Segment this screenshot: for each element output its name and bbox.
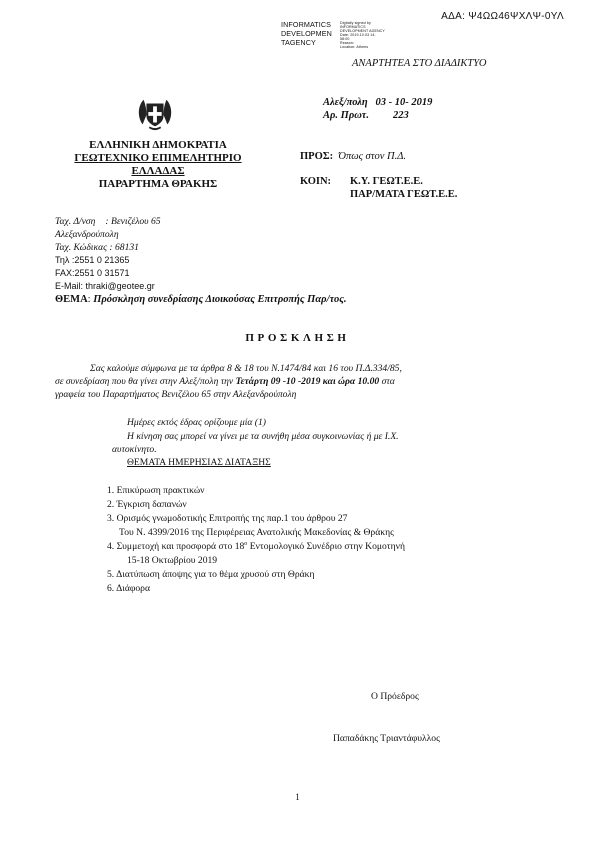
cc-line: Κ.Υ. ΓΕΩΤ.Ε.Ε. bbox=[350, 176, 423, 187]
org-line-country: ΕΛΛΑΔΑΣ bbox=[131, 165, 185, 177]
greek-coat-of-arms-icon bbox=[136, 94, 174, 132]
subject-line bbox=[55, 294, 347, 305]
cc-label: ΚΟΙΝ: bbox=[300, 176, 332, 187]
email-link[interactable]: thraki@geotee.gr bbox=[85, 281, 155, 291]
body-line: γραφεία του Παραρτήματος Βενιζέλου 65 στην Αλεξανδρούπολη bbox=[55, 389, 297, 400]
signature-role: Ο Πρόεδρος bbox=[371, 691, 419, 702]
address-email bbox=[55, 281, 155, 291]
stamp-detail: 58:00 bbox=[340, 37, 350, 41]
posted-online-label: ΑΝΑΡΤΗΤΕΑ ΣΤΟ ΔΙΑΔΙΚΤΥΟ bbox=[352, 58, 487, 69]
body-line bbox=[55, 376, 395, 387]
agenda-item bbox=[107, 541, 405, 552]
address-phone: Τηλ :2551 0 21365 bbox=[55, 255, 130, 265]
agenda-item-continuation: Του Ν. 4399/2016 της Περιφέρειας Ανατολικής Μακεδονίας & Θράκης bbox=[119, 527, 394, 538]
street-value: : Βενιζέλου 65 bbox=[105, 216, 161, 227]
stamp-detail: Reason: bbox=[340, 41, 355, 45]
agenda-item: 2. Έγκριση δαπανών bbox=[107, 499, 187, 510]
ada-code: ΑΔΑ: Ψ4ΩΩ46ΨΧΛΨ-0ΥΛ bbox=[441, 11, 564, 22]
signature-name: Παπαδάκης Τριαντάφυλλος bbox=[333, 733, 440, 744]
address-street bbox=[55, 216, 161, 227]
agenda-superscript: ο bbox=[244, 541, 248, 547]
agenda-text: 4. Συμμετοχή και προσφορά στο 18 bbox=[107, 541, 245, 553]
travel-line: Η κίνηση σας μπορεί να γίνει με τα συνήθη μέσα συγκοινωνίας ή με Ι.Χ. bbox=[127, 431, 399, 442]
travel-line: αυτοκίνητο. bbox=[112, 444, 157, 455]
agenda-item: 5. Διατύπωση άποψης για το θέμα χρυσού στη Θράκη bbox=[107, 569, 315, 580]
cc-line: ΠΑΡ/ΜΑΤΑ ΓΕΩΤ.Ε.Ε. bbox=[350, 189, 458, 200]
stamp-word: INFORMATICS bbox=[281, 20, 332, 29]
email-label: E-Mail: bbox=[55, 281, 84, 291]
org-line-branch: ΠΑΡΑΡΤΗΜΑ ΘΡΑΚΗΣ bbox=[98, 178, 218, 190]
stamp-detail: DEVELOPMENT AGENCY bbox=[340, 29, 385, 33]
agenda-item: 1. Επικύρωση πρακτικών bbox=[107, 485, 205, 496]
org-line-republic: ΕΛΛΗΝΙΚΗ ΔΗΜΟΚΡΑΤΙΑ bbox=[89, 139, 227, 151]
days-away-line: Ημέρες εκτός έδρας ορίζουμε μία (1) bbox=[127, 417, 266, 428]
invitation-title: ΠΡΟΣΚΛΗΣΗ bbox=[245, 332, 350, 344]
street-label: Ταχ. Δ/νση bbox=[55, 216, 96, 227]
address-fax: FAX:2551 0 31571 bbox=[55, 268, 130, 278]
subject-separator: : bbox=[87, 294, 94, 305]
stamp-detail: INFORMATICS bbox=[340, 25, 366, 29]
agenda-item: 3. Ορισμός γνωμοδοτικής Επιτροπής της παρ.1 του άρθρου 27 bbox=[107, 513, 348, 524]
recipient-value: Όπως στον Π.Δ. bbox=[338, 151, 406, 162]
recipient-line bbox=[300, 151, 406, 162]
address-city: Αλεξανδρούπολη bbox=[55, 229, 119, 240]
subject-text: Πρόσκληση συνεδρίασης Διοικούσας Επιτροπής Παρ/τος. bbox=[93, 294, 347, 305]
protocol-line bbox=[323, 110, 409, 121]
page-number: 1 bbox=[295, 792, 300, 802]
body-text: στα bbox=[379, 376, 395, 387]
stamp-detail: Date: 2019.10.03 14: bbox=[340, 33, 376, 37]
stamp-detail: Location: Athens bbox=[340, 45, 369, 49]
agenda-text: Εντομολογικό Συνέδριο στην Κομοτηνή bbox=[247, 541, 406, 553]
date-line bbox=[323, 97, 432, 108]
date-value: 03 - 10- 2019 bbox=[375, 97, 433, 108]
subject-label: ΘΕΜΑ bbox=[55, 294, 88, 305]
stamp-word: DEVELOPMEN bbox=[281, 29, 332, 38]
protocol-number: 223 bbox=[392, 110, 409, 121]
stamp-detail: Digitally signed by bbox=[340, 21, 371, 25]
recipient-label: ΠΡΟΣ: bbox=[300, 151, 334, 162]
protocol-label: Αρ. Πρωτ. bbox=[323, 110, 369, 121]
body-text: σε συνεδρίαση που θα γίνει στην Αλεξ/πολη την bbox=[55, 376, 236, 387]
address-postal: Ταχ. Κώδικας : 68131 bbox=[55, 242, 139, 253]
meeting-datetime: Τετάρτη 09 -10 -2019 και ώρα 10.00 bbox=[235, 376, 380, 387]
agenda-heading: ΘΕΜΑΤΑ ΗΜΕΡΗΣΙΑΣ ΔΙΑΤΑΞΗΣ bbox=[127, 457, 271, 468]
agenda-item-continuation: 15-18 Οκτωβρίου 2019 bbox=[127, 555, 218, 566]
agenda-item: 6. Διάφορα bbox=[107, 583, 150, 594]
body-line: Σας καλούμε σύμφωνα με τα άρθρα 8 & 18 του Ν.1474/84 και 16 του Π.Δ.334/85, bbox=[90, 363, 402, 374]
stamp-word: TAGENCY bbox=[281, 38, 316, 47]
date-label: Αλεξ/πολη bbox=[323, 97, 368, 108]
org-line-chamber: ΓΕΩΤΕΧΝΙΚΟ ΕΠΙΜΕΛΗΤΗΡΙΟ bbox=[74, 152, 242, 164]
